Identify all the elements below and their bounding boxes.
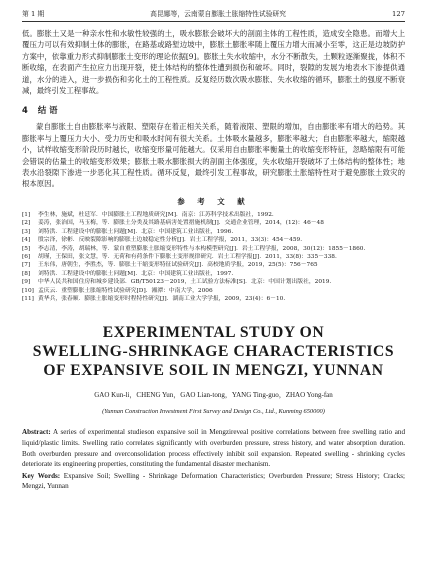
reference-item: [2] 姜涛，张治国，马玉梅，等．膨胀土分类及其路基病害处置措施机制[J]．交通企业管理，2014，(12)：46－48 bbox=[22, 220, 324, 227]
page-number: 127 bbox=[392, 10, 405, 18]
english-title-line: SWELLING-SHRINKAGE CHARACTERISTICS bbox=[32, 343, 395, 361]
references-title: 参 考 文 献 bbox=[177, 196, 250, 206]
references-list bbox=[22, 211, 405, 303]
reference-item: [6] 胡瑾，王保田，张文慧，等．无荷和有荷条件下膨胀土变形规律研究．岩土工程学报[J]．2011，33(8)：335－338. bbox=[22, 253, 337, 260]
reference-item: [10] 孟庆云．重塑膨胀土胀缩特性试验研究[D]．湘潭：中南大学，2006 bbox=[22, 287, 213, 294]
reference-item: [11] 黄华兵，张春顺．膨胀土胀缩变形时程特性研究[J]．湖南工业大学学报，2009，23(4)：6－10. bbox=[22, 295, 286, 302]
header-rule bbox=[22, 21, 405, 22]
issue-number: 第 1 期 bbox=[22, 10, 45, 18]
english-title-line: OF EXPANSIVE SOIL IN MENGZI, YUNNAN bbox=[43, 362, 384, 380]
english-title bbox=[22, 323, 405, 380]
reference-item: [7] 王东伟，唐朝生，李胜杰，等．膨胀土干缩变形特征试验研究[J]．高校地质学报，2019，25(5)：756－765 bbox=[22, 262, 318, 269]
intro-paragraph: 低。膨胀土又是一种亲水性和水敏性较强的土，吸水膨胀会破坏大的剖面主体的工程性质，造成安全隐患。而增大上覆压力可以有效抑制土体的膨胀，在路基或路堑边坡中，膨胀土膨胀率随上覆压力增大而减小至零，这正是边坡防护方案中，依靠重力形式抑制膨胀土变形的理论依据[9]。膨胀土失水收缩中，水分不断散失，土颗粒逐渐聚拢，体积不断收缩，在表面产生拉应力出现开裂，使土体结构的整体性遭到损伤和破坏。同时，裂隙的发展为地表水下渗提供通道，水分的进入，进一步损伤和劣化土的工程性质。反复经历数次吸水膨胀、失水收缩的循环，膨胀土的强度不断衰减，最终引发工程事故。 bbox=[22, 29, 405, 96]
conclusion-paragraph: 蒙自膨胀土自由膨胀率与液限、塑限存在着正相关关系，随着液限、塑限的增加，自由膨胀率有增大的趋势。其膨胀率与上覆压力大小、受力历史和吸水时间有很大关系。土体吸水量越多，膨胀率越大；自由膨胀率越大，缩限越小，试样收缩变形阶段历时越长，收缩变形量可能越大。仅采用自由膨胀率衡量土的收缩变形特征，忽略缩限有可能会错误的估量土的收缩变形效果；膨胀土吸水膨胀损大的剖面主体强度，失水收缩开裂破坏了土体结构的整体性；地表水沿裂隙下渗进一步恶化其工程性质。循环反复，最终引发工程事故，研究膨胀土胀缩特性对于避免膨胀土致灾的根本原因。 bbox=[22, 122, 405, 189]
keywords-text: Expansive Soil; Swelling - Shrinkage Deformation Characteristics; Overburden Pressure; Stress History; Cracks; Mengzi, Yunnan bbox=[22, 471, 405, 491]
abstract-label: Abstract: bbox=[22, 428, 51, 437]
running-header bbox=[22, 10, 405, 19]
reference-item: [1] 李生林，施斌，杜廷军．中国膨胀土工程地质研究[M]．南京：江苏科学技术出版社，1992. bbox=[22, 211, 274, 218]
english-authors: GAO Kun-li，CHENG Yun，GAO Lian-tong，YANG Ting-guo，ZHAO Yong-fan bbox=[94, 391, 333, 400]
reference-item: [8] 刘特洪．工程建设中的膨胀土问题[M]．北京：中国建筑工业出版社，1997. bbox=[22, 270, 234, 277]
reference-item: [4] 殷宗泽，徐彬．反映裂隙影响的膨胀土边坡稳定性分析[J]．岩土工程学报，2011，33(3)：454－459. bbox=[22, 237, 303, 244]
reference-item: [3] 刘特洪．工程建设中的膨胀土问题[M]．北京：中国建筑工业出版社，1996. bbox=[22, 228, 234, 235]
running-title: 高昆娜等，云南蒙自膨胀土胀缩特性试验研究 bbox=[150, 10, 287, 18]
english-keywords bbox=[22, 471, 405, 492]
section-heading bbox=[22, 104, 405, 116]
keywords-label: Key Words: bbox=[22, 471, 61, 480]
reference-item: [5] 李志清，李涛，胡瑞林，等．蒙自重塑膨胀土胀缩变形特性与本构模型研究[J]．岩土工程学报，2008，30(12)：1855－1860. bbox=[22, 245, 366, 252]
reference-item: [9] 中华人民共和国住房和城乡建设部．GB/T50123－2019，土工试验方法标准[S]．北京：中国计划出版社，2019. bbox=[22, 279, 332, 286]
english-abstract bbox=[22, 427, 405, 469]
section-title: 结 语 bbox=[37, 105, 58, 116]
english-title-line: EXPERIMENTAL STUDY ON bbox=[102, 324, 325, 342]
english-affiliation: (Yunnan Construction Investment First Survey and Design Co., Ltd., Kunming 650000) bbox=[102, 408, 325, 416]
abstract-text: A series of experimental studieson expansive soil in Mengzirevеal positive correlations between free swelling ratio and liquid/plastic limits. Swelling ratio correlates significantly with overburden pressure, stress history, and water absorption duration. Both overburden pressure and overconsolidation process effectively inhibit soil expansion. Repeated swelling - shrinking cycles deteriorate its engineering properties, constituting the fundamental disaster mechanism. bbox=[22, 428, 405, 469]
section-number: 4 bbox=[22, 105, 28, 116]
